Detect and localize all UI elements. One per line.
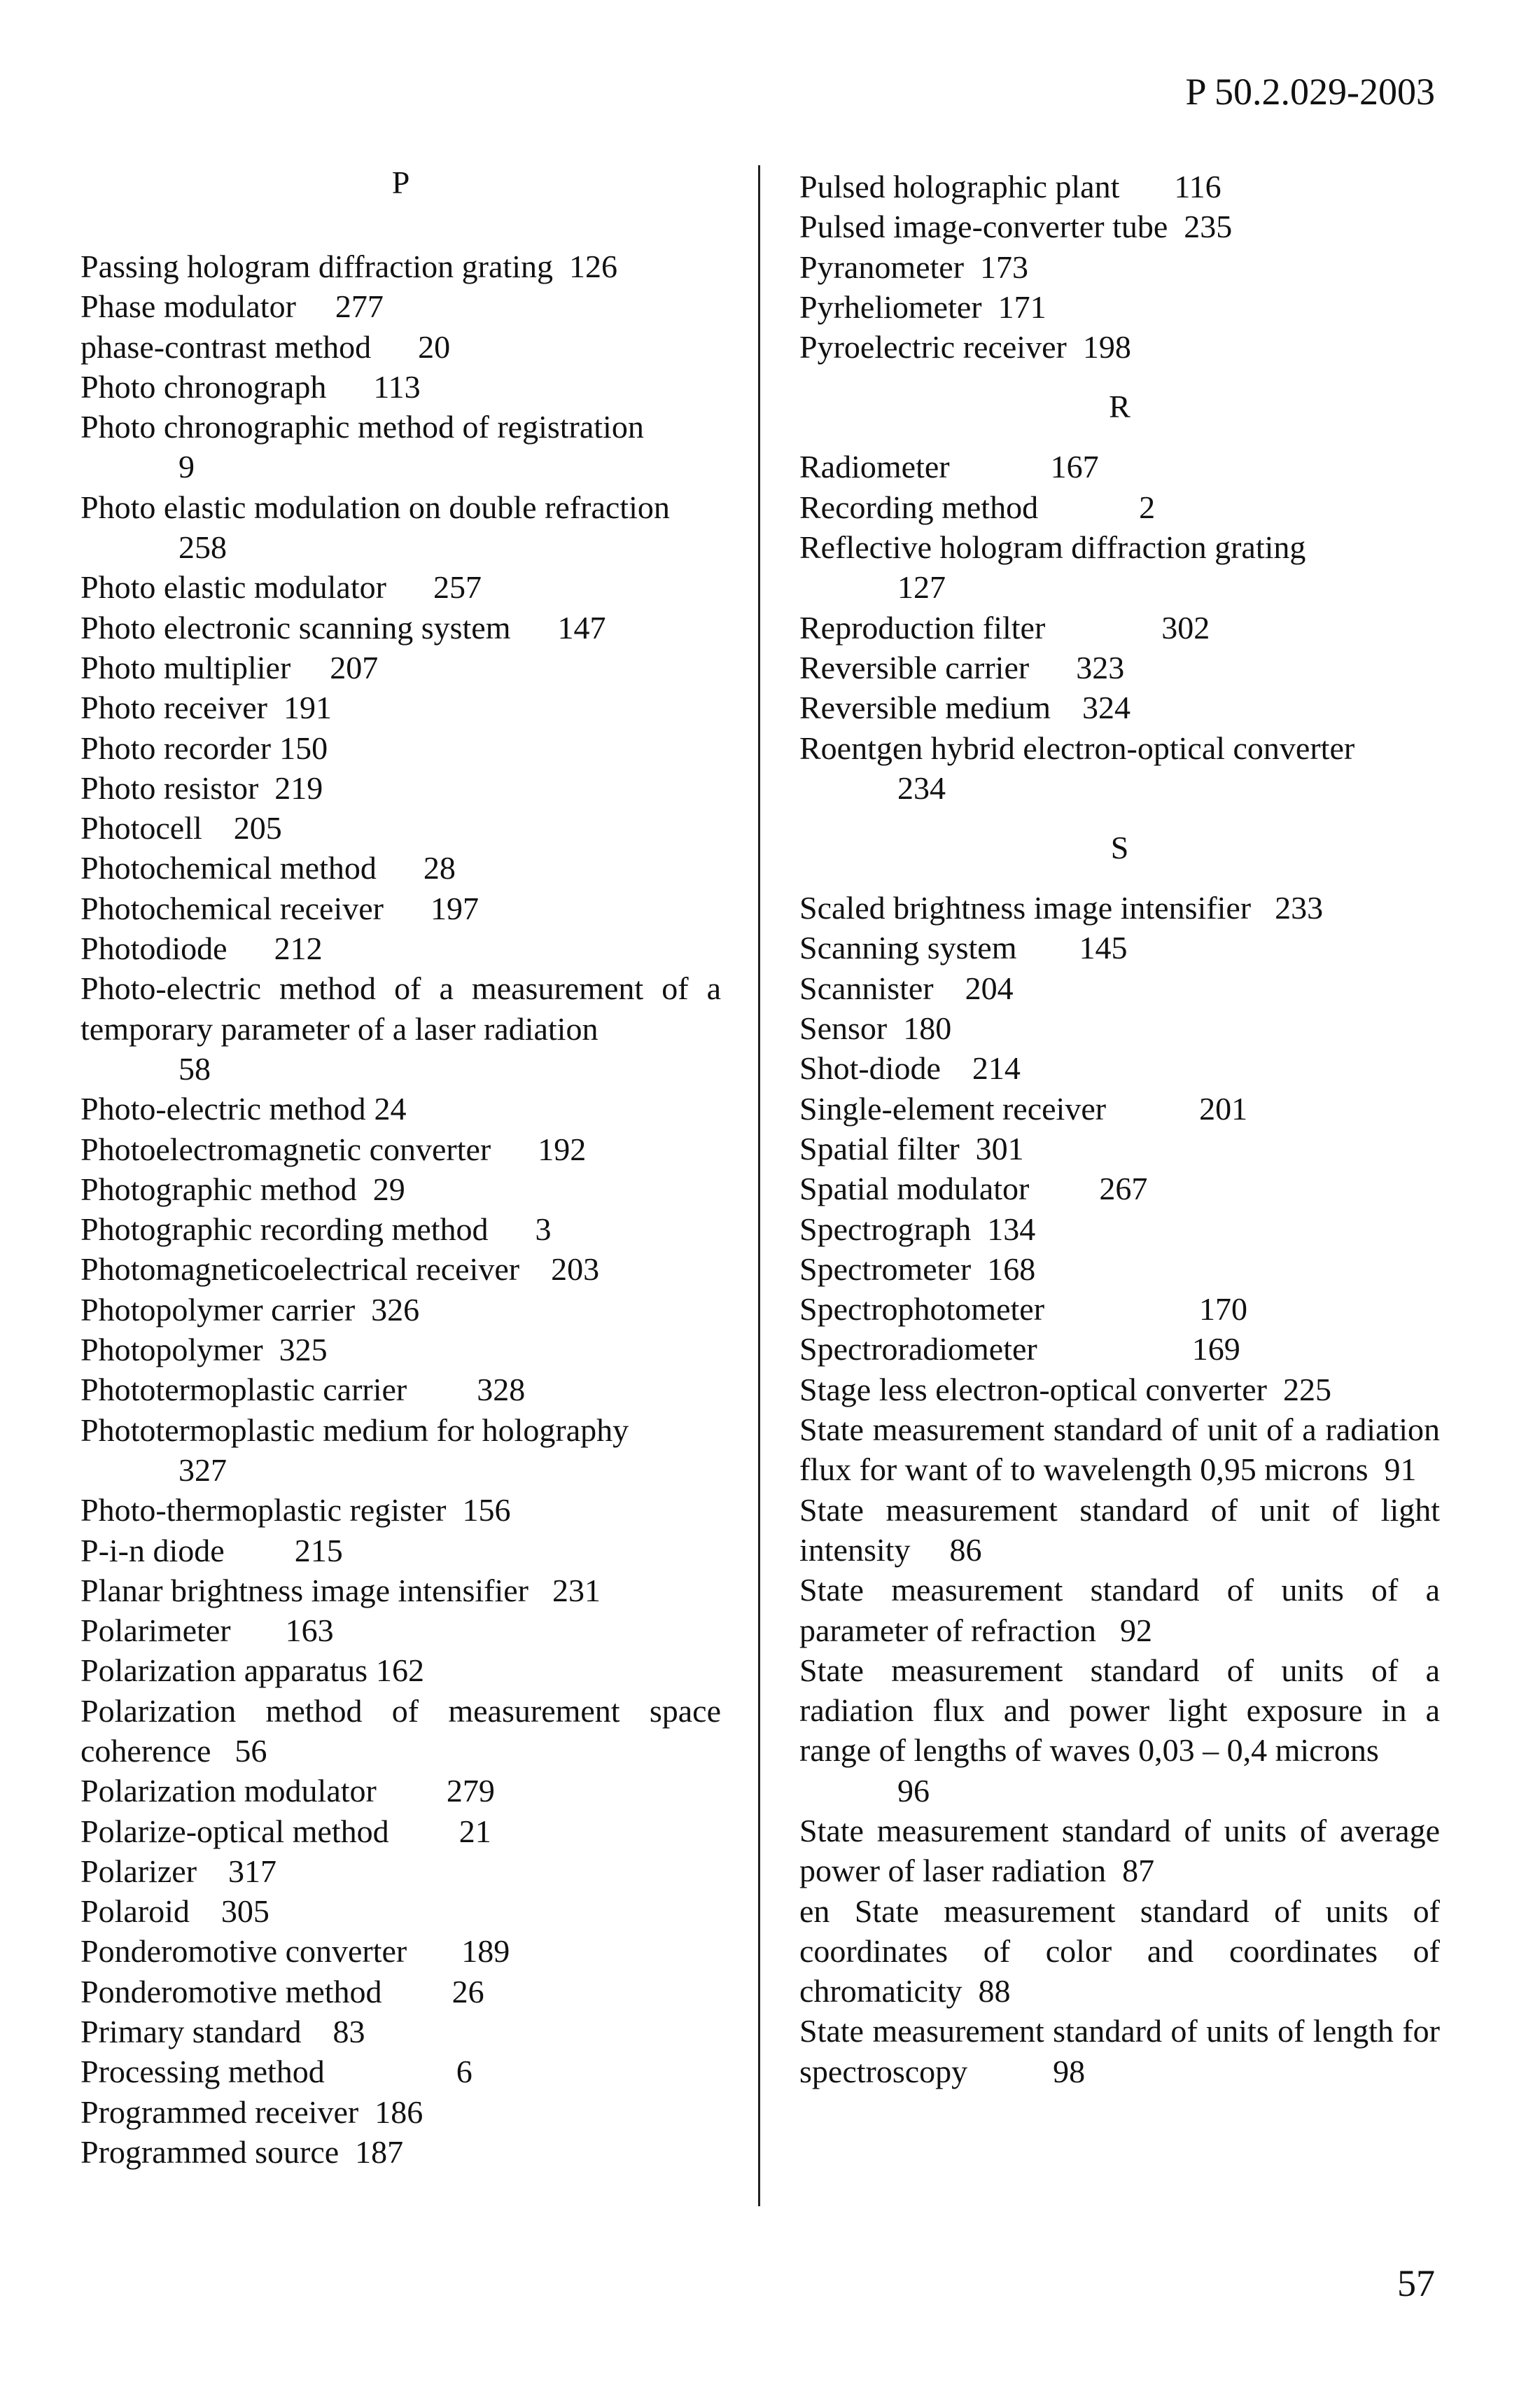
index-term: Photo-electric method of a measurement of a temporary parameter of a laser radiation <box>80 970 721 1047</box>
page-number: 57 <box>1397 2262 1435 2304</box>
index-entry <box>80 1370 721 1409</box>
page-reference: 317 <box>228 1853 277 1889</box>
page-reference: 192 <box>538 1131 587 1167</box>
index-entry <box>80 608 721 648</box>
index-term: Ponderomotive converter <box>80 1933 407 1970</box>
index-term: Polaroid <box>80 1893 190 1930</box>
index-entry <box>799 1329 1440 1369</box>
index-term: Polarization method of measurement space coherence <box>80 1692 721 1769</box>
section-letter-s: S <box>1110 830 1129 866</box>
page-reference: 203 <box>551 1251 600 1288</box>
index-term: Photo multiplier <box>80 649 291 685</box>
page-reference: 91 <box>1384 1451 1417 1488</box>
page-reference: 145 <box>1079 930 1128 966</box>
page-reference: 225 <box>1283 1371 1331 1407</box>
page-reference: 328 <box>477 1372 526 1408</box>
page-reference: 267 <box>1099 1171 1148 1207</box>
index-term: Photographic method <box>80 1171 357 1207</box>
page-reference: 162 <box>376 1652 425 1689</box>
index-term: Phototermoplastic carrier <box>80 1372 407 1408</box>
index-entry <box>799 1570 1440 1650</box>
index-entry <box>799 688 1440 727</box>
page-reference: 127 <box>897 569 946 606</box>
index-entry <box>80 889 721 928</box>
index-term: State measurement standard of units of a radiation flux and power light exposure in a range of lengths of waves 0,03 – 0,4 microns <box>799 1652 1440 1769</box>
index-entry <box>80 848 721 888</box>
page-reference: 198 <box>1082 329 1131 365</box>
index-term: State measurement standard of units of length for spectroscopy <box>799 2013 1440 2089</box>
index-term: Single-element receiver <box>799 1090 1107 1127</box>
section-letter-r: R <box>1109 389 1130 425</box>
index-entry <box>80 246 721 286</box>
page-reference: 6 <box>456 2054 472 2090</box>
index-entry <box>799 928 1440 968</box>
page-reference: 235 <box>1184 209 1233 245</box>
page-reference: 83 <box>332 2014 365 2050</box>
page-reference: 302 <box>1161 609 1210 646</box>
index-entry <box>80 2132 721 2172</box>
index-entry <box>799 1169 1440 1209</box>
index-term: Reversible carrier <box>799 649 1030 685</box>
index-term: State measurement standard of unit of a radiation flux for want of to wavelength 0,95 microns <box>799 1412 1440 1488</box>
page-reference: 26 <box>451 1973 484 2010</box>
page-reference: 163 <box>285 1613 334 1649</box>
index-entry <box>80 1410 721 1491</box>
left-column <box>80 167 721 2172</box>
index-entry <box>80 928 721 968</box>
index-term: Scaled brightness image intensifier <box>799 890 1252 926</box>
index-entry <box>80 1490 721 1530</box>
index-entry <box>80 1851 721 1891</box>
index-entry <box>799 327 1440 367</box>
index-term: Primary standard <box>80 2014 302 2050</box>
page-reference: 326 <box>371 1291 420 1328</box>
index-term: Photographic recording method <box>80 1211 489 1248</box>
index-entry <box>80 1209 721 1249</box>
index-entry <box>80 567 721 607</box>
index-term: Pyrheliometer <box>799 288 982 325</box>
index-term: Spatial filter <box>799 1130 960 1166</box>
index-term: Polarize-optical method <box>80 1813 389 1849</box>
page-reference: 180 <box>903 1010 952 1047</box>
page-reference: 113 <box>373 368 421 405</box>
page-reference: 56 <box>234 1732 267 1769</box>
index-entry <box>799 1209 1440 1249</box>
index-term: Phototermoplastic medium for holography <box>80 1412 629 1448</box>
page-reference: 87 <box>1122 1853 1155 1889</box>
index-entry <box>80 2012 721 2052</box>
index-term: Photochemical receiver <box>80 890 384 926</box>
page-reference: 214 <box>972 1050 1021 1087</box>
page-reference: 171 <box>997 288 1046 325</box>
index-term: Photochemical method <box>80 850 377 886</box>
index-term: Ponderomotive method <box>80 1973 382 2010</box>
page-reference: 305 <box>220 1893 270 1930</box>
page-reference: 96 <box>897 1772 930 1809</box>
index-term: Radiometer <box>799 449 950 485</box>
index-entry <box>80 1771 721 1811</box>
page-reference: 327 <box>178 1451 227 1488</box>
page-reference: 215 <box>294 1532 343 1568</box>
index-term: Roentgen hybrid electron-optical converter <box>799 730 1355 766</box>
page-reference: 167 <box>1050 449 1099 485</box>
page-reference: 204 <box>965 970 1014 1006</box>
index-entry <box>80 1531 721 1570</box>
index-term: Photo-thermoplastic register <box>80 1492 447 1528</box>
page-reference: 325 <box>279 1332 328 1368</box>
page-reference: 116 <box>1174 169 1222 204</box>
index-entry <box>80 968 721 1089</box>
index-term: Photo resistor <box>80 769 259 806</box>
index-term: Photomagneticoelectrical receiver <box>80 1251 520 1288</box>
index-entry <box>80 728 721 768</box>
page-reference: 205 <box>233 810 282 847</box>
index-term: Photoelectromagnetic converter <box>80 1131 491 1167</box>
index-entry <box>80 808 721 848</box>
index-entry <box>799 1129 1440 1169</box>
page-reference: 170 <box>1199 1291 1248 1328</box>
index-term: Photo recorder <box>80 730 272 766</box>
page-reference: 257 <box>433 569 482 606</box>
index-entry <box>799 1650 1440 1811</box>
index-entry <box>799 287 1440 327</box>
page-reference: 323 <box>1076 649 1125 685</box>
page-reference: 134 <box>987 1211 1036 1247</box>
index-term: Pyroelectric receiver <box>799 329 1067 365</box>
index-entry <box>799 447 1440 487</box>
index-term: Photo chronographic method of registration <box>80 409 644 445</box>
index-entry <box>80 1972 721 2012</box>
index-term: Reflective hologram diffraction grating <box>799 529 1306 566</box>
index-entry <box>80 1931 721 1971</box>
index-entry <box>799 968 1440 1008</box>
page-reference: 126 <box>568 249 617 284</box>
index-term: Reversible medium <box>799 690 1051 726</box>
index-entry <box>80 1811 721 1851</box>
index-term: Photopolymer <box>80 1332 263 1368</box>
index-entry <box>799 527 1440 608</box>
page-reference: 156 <box>462 1492 511 1528</box>
index-term: Phase modulator <box>80 288 296 325</box>
index-entry <box>799 648 1440 688</box>
index-term: Reproduction filter <box>799 609 1046 646</box>
page-reference: 9 <box>178 449 195 485</box>
index-term: Photo elastic modulation on double refraction <box>80 489 670 525</box>
index-term: Pulsed image-converter tube <box>799 209 1168 245</box>
page-reference: 212 <box>274 931 323 967</box>
index-term: Passing hologram diffraction grating <box>80 249 553 284</box>
index-term: Spectroradiometer <box>799 1331 1037 1367</box>
index-entry <box>799 207 1440 246</box>
page-reference: 20 <box>418 328 451 365</box>
index-term: Photo receiver <box>80 690 267 726</box>
page-reference: 98 <box>1053 2053 1086 2089</box>
page-reference: 169 <box>1191 1331 1240 1367</box>
index-term: State measurement standard of units of average power of laser radiation <box>799 1812 1440 1889</box>
index-entry <box>80 487 721 568</box>
page-reference: 150 <box>279 730 328 766</box>
index-entry <box>80 286 721 326</box>
index-term: Shot-diode <box>799 1050 941 1087</box>
page-reference: 147 <box>557 609 606 646</box>
index-entry <box>80 1691 721 1771</box>
index-entry <box>799 1409 1440 1490</box>
page-reference: 324 <box>1082 690 1130 726</box>
index-term: en State measurement standard of units of coordinates of color and coordinates of chromaticity <box>799 1893 1440 2010</box>
index-term: Photodiode <box>80 931 227 967</box>
index-term: Polarization modulator <box>80 1773 377 1809</box>
index-term: Programmed receiver <box>80 2094 359 2130</box>
index-term: State measurement standard of units of a parameter of refraction <box>799 1572 1440 1648</box>
index-term: Stage less electron-optical converter <box>799 1371 1267 1407</box>
page-reference: 92 <box>1119 1612 1152 1648</box>
index-entry <box>80 768 721 808</box>
index-term: Polarizer <box>80 1853 197 1889</box>
index-entry <box>799 728 1440 809</box>
page-reference: 173 <box>980 249 1029 285</box>
index-entry <box>80 327 721 367</box>
index-term: Spectrophotometer <box>799 1291 1045 1328</box>
index-term: Photocell <box>80 810 202 847</box>
page-reference: 201 <box>1199 1090 1248 1127</box>
index-entry <box>799 1811 1440 1891</box>
page-reference: 187 <box>355 2133 404 2170</box>
index-term: Photo chronograph <box>80 368 327 405</box>
page-reference: 233 <box>1275 890 1324 926</box>
index-term: Spectrograph <box>799 1211 972 1247</box>
index-entry <box>799 1370 1440 1409</box>
index-entry <box>80 407 721 487</box>
index-term: Programmed source <box>80 2133 340 2170</box>
page-reference: 279 <box>446 1773 495 1809</box>
page-reference: 88 <box>978 1973 1011 2010</box>
index-term: Recording method <box>799 489 1039 525</box>
index-term: Polarimeter <box>80 1613 231 1649</box>
index-entry <box>80 1570 721 1610</box>
page-reference: 189 <box>461 1933 510 1970</box>
index-entry <box>799 1891 1440 2012</box>
index-entry <box>799 1289 1440 1329</box>
page-reference: 29 <box>372 1171 405 1207</box>
index-entry <box>799 1089 1440 1129</box>
index-term: Photo elastic modulator <box>80 569 386 606</box>
index-entry <box>80 1290 721 1330</box>
column-divider <box>758 165 760 2206</box>
index-term: Spectrometer <box>799 1251 972 1287</box>
page-reference: 234 <box>897 769 946 806</box>
index-entry <box>799 1048 1440 1088</box>
index-entry <box>80 1249 721 1289</box>
index-entry <box>80 688 721 727</box>
index-entry <box>799 2011 1440 2091</box>
page-reference: 258 <box>178 529 227 566</box>
index-term: Sensor <box>799 1010 888 1047</box>
page-reference: 2 <box>1139 489 1156 525</box>
index-entry <box>80 2092 721 2132</box>
index-term: Planar brightness image intensifier <box>80 1572 529 1608</box>
index-term: Spatial modulator <box>799 1171 1030 1207</box>
page-reference: 21 <box>458 1813 491 1849</box>
page-reference: 86 <box>949 1531 982 1568</box>
page-reference: 58 <box>178 1050 211 1087</box>
index-term: Photo-electric method <box>80 1091 366 1127</box>
index-term: P-i-n diode <box>80 1532 225 1568</box>
index-entry <box>80 1650 721 1690</box>
index-entry <box>799 888 1440 928</box>
index-term: Photopolymer carrier <box>80 1291 356 1328</box>
index-entry <box>80 1129 721 1169</box>
index-entry <box>80 1891 721 1931</box>
index-term: phase-contrast method <box>80 328 372 365</box>
index-entry <box>80 1169 721 1209</box>
index-entry <box>799 247 1440 287</box>
index-entry <box>80 1330 721 1370</box>
index-entry <box>799 167 1440 207</box>
page-reference: 197 <box>430 890 479 926</box>
document-code: P 50.2.029-2003 <box>1185 71 1435 113</box>
page-reference: 28 <box>423 850 456 886</box>
index-entry <box>799 1008 1440 1048</box>
index-term: Scannister <box>799 970 934 1006</box>
index-entry <box>799 1490 1440 1570</box>
index-term: Processing method <box>80 2054 325 2090</box>
index-entry <box>799 487 1440 527</box>
index-term: Polarization apparatus <box>80 1652 368 1689</box>
page-reference: 277 <box>335 288 384 325</box>
page-reference: 186 <box>374 2094 424 2130</box>
index-term: State measurement standard of unit of light intensity <box>799 1491 1440 1568</box>
index-entry <box>799 1249 1440 1289</box>
page-reference: 168 <box>987 1251 1036 1287</box>
right-column <box>799 167 1440 2091</box>
index-entry <box>799 608 1440 648</box>
page-reference: 191 <box>283 690 332 726</box>
index-entry <box>80 648 721 688</box>
index-term: Photo electronic scanning system <box>80 609 511 646</box>
index-entry <box>80 1089 721 1129</box>
page-reference: 301 <box>975 1130 1024 1166</box>
index-entry <box>80 367 721 407</box>
index-entry <box>80 1610 721 1650</box>
page-reference: 219 <box>274 769 323 806</box>
index-term: Pulsed holographic plant <box>799 169 1120 204</box>
index-list-left <box>80 246 721 2172</box>
index-entry <box>80 2052 721 2091</box>
page-reference: 231 <box>552 1572 601 1608</box>
section-letter-p: P <box>391 165 410 200</box>
page-reference: 3 <box>535 1211 552 1248</box>
index-term: Pyranometer <box>799 249 965 285</box>
page-reference: 24 <box>374 1091 407 1127</box>
page-reference: 207 <box>330 649 379 685</box>
index-term: Scanning system <box>799 930 1017 966</box>
